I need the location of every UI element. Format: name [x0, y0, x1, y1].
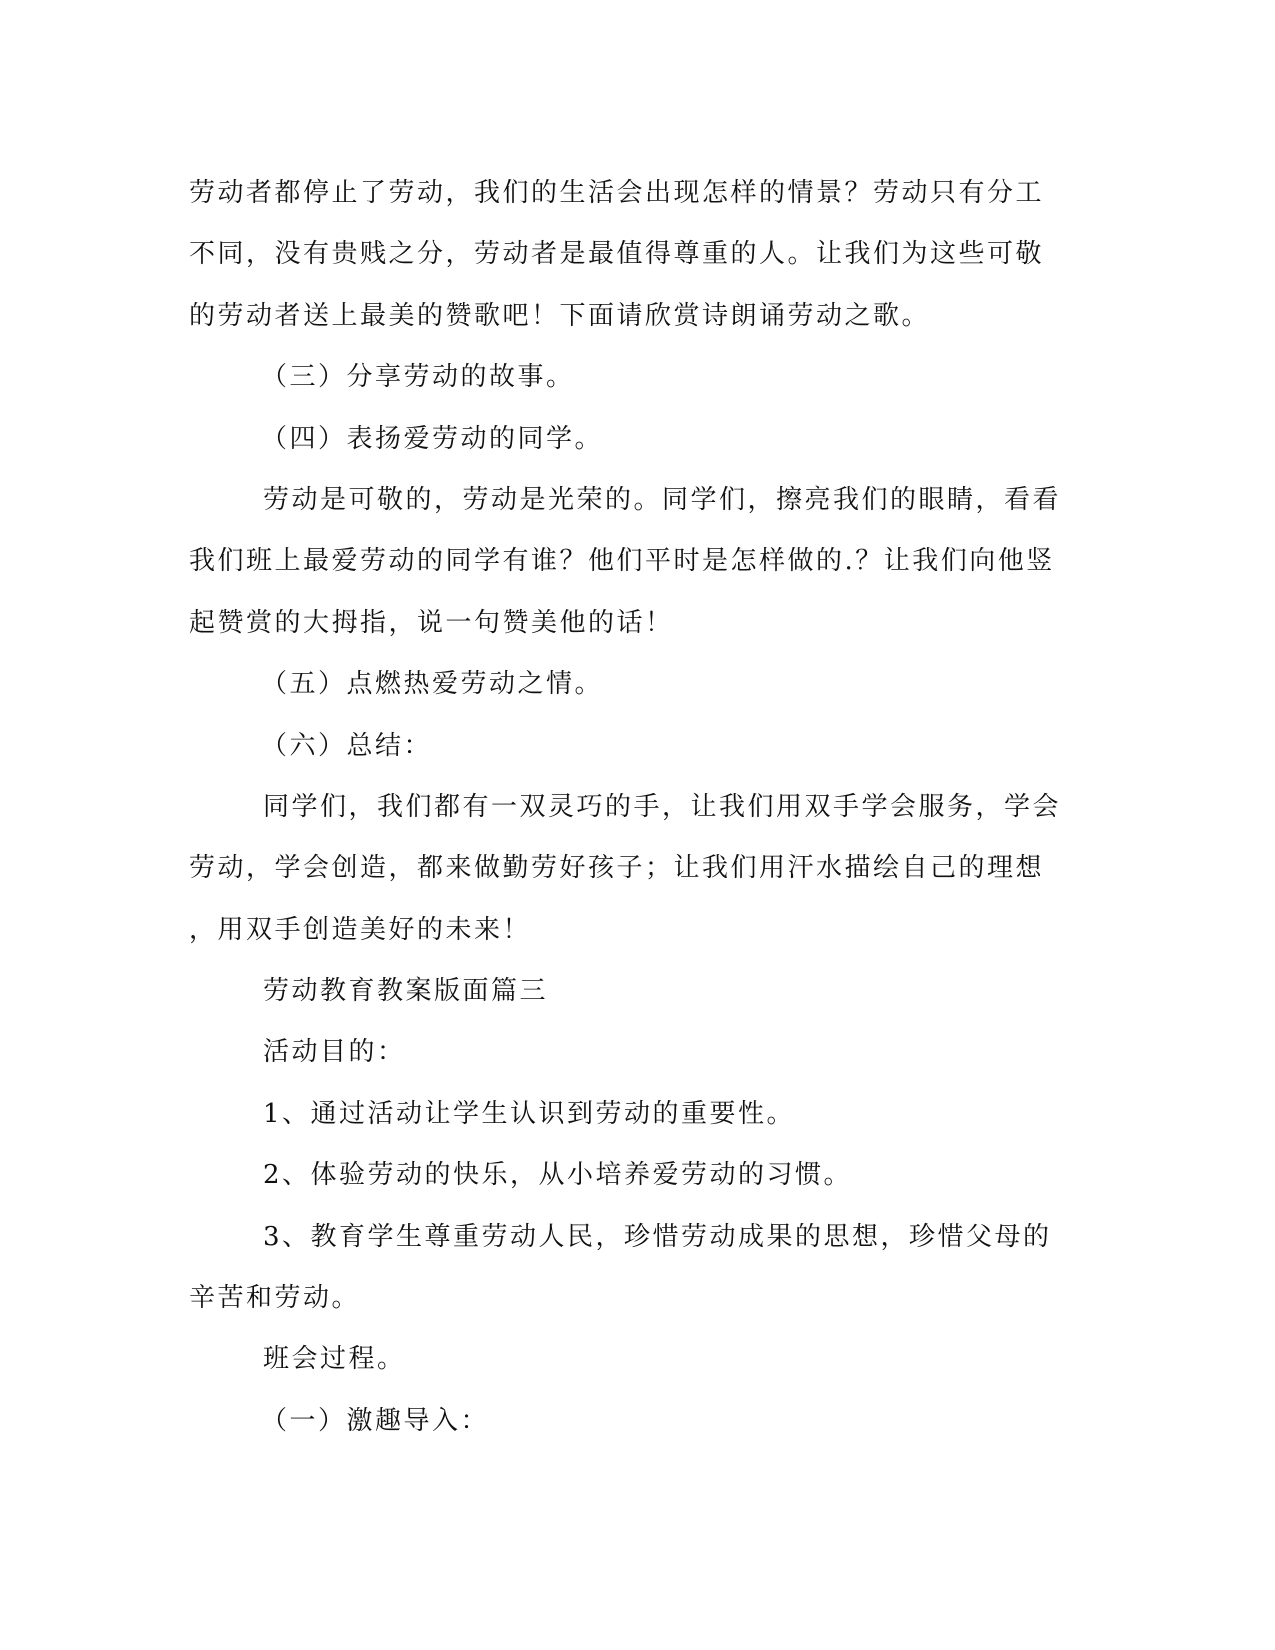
- paragraph-start: 劳动是可敬的，劳动是光荣的。同学们，擦亮我们的眼睛，看看: [263, 484, 1062, 515]
- chapter-title: 劳动教育教案版面篇三: [263, 976, 549, 1007]
- section-heading-six: （六）总结：: [261, 730, 433, 761]
- document-body: [189, 163, 1074, 1452]
- section-heading-five: （五）点燃热爱劳动之情。: [261, 669, 604, 700]
- paragraph-start: 同学们，我们都有一双灵巧的手，让我们用双手学会服务，学会: [263, 791, 1062, 822]
- text-line: ，用双手创造美好的未来！: [189, 914, 532, 945]
- activity-purpose-heading: 活动目的：: [263, 1037, 406, 1068]
- text-line: 辛苦和劳动。: [189, 1283, 361, 1314]
- purpose-item-3: 3、教育学生尊重劳动人民，珍惜劳动成果的思想，珍惜父母的: [263, 1221, 1052, 1252]
- text-line: 我们班上最爱劳动的同学有谁？他们平时是怎样做的.？让我们向他竖: [189, 546, 1055, 577]
- purpose-item-1: 1、通过活动让学生认识到劳动的重要性。: [263, 1098, 796, 1129]
- purpose-item-2: 2、体验劳动的快乐，从小培养爱劳动的习惯。: [263, 1160, 853, 1191]
- text-line: 的劳动者送上最美的赞歌吧！下面请欣赏诗朗诵劳动之歌。: [189, 300, 931, 331]
- class-meeting-heading: 班会过程。: [263, 1344, 406, 1375]
- section-heading-four: （四）表扬爱劳动的同学。: [261, 423, 604, 454]
- text-line: 劳动者都停止了劳动，我们的生活会出现怎样的情景？劳动只有分工: [189, 178, 1045, 208]
- text-line: 起赞赏的大拇指，说一句赞美他的话！: [189, 607, 674, 638]
- section-heading-one: （一）激趣导入：: [261, 1405, 490, 1436]
- text-line: 劳动，学会创造，都来做勤劳好孩子；让我们用汗水描绘自己的理想: [189, 853, 1045, 884]
- text-line: 不同，没有贵贱之分，劳动者是最值得尊重的人。让我们为这些可敬: [189, 239, 1045, 270]
- section-heading-three: （三）分享劳动的故事。: [261, 362, 575, 393]
